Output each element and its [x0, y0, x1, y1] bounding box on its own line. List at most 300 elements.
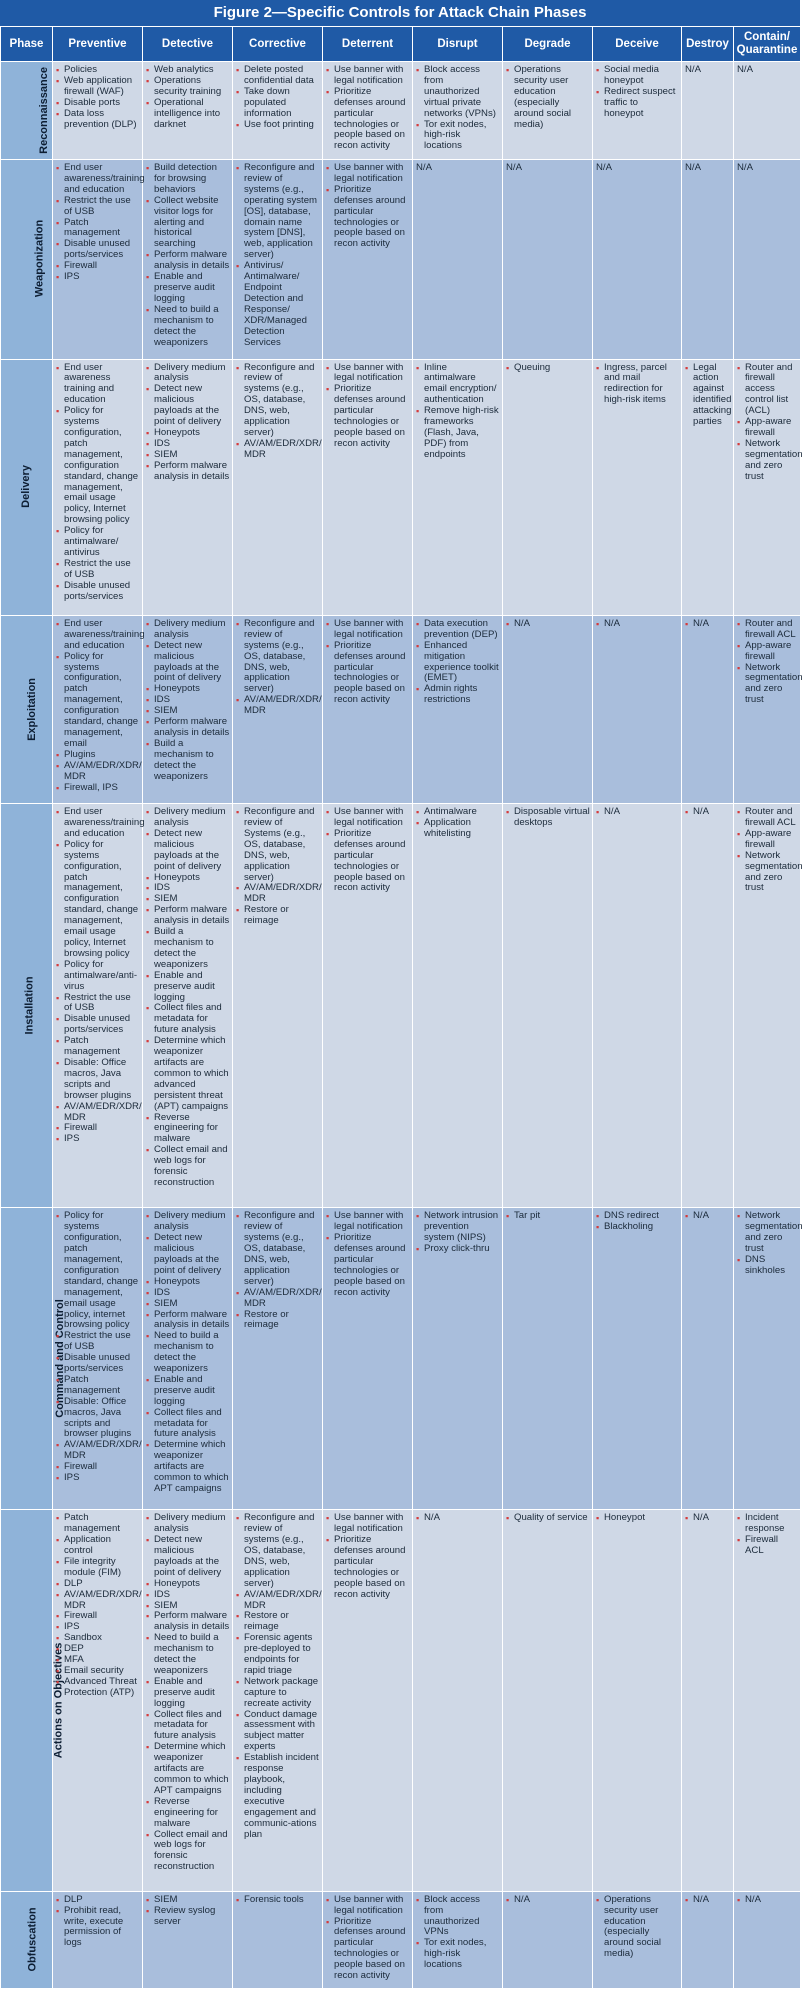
list-item: ▪ AV/AM/EDR/XDR/ MDR — [236, 695, 320, 717]
list-item: ▪ SIEM — [146, 706, 230, 717]
control-list — [596, 363, 679, 407]
list-item: ▪ Proxy click-thru — [416, 1244, 500, 1255]
list-item: ▪ Use banner with legal notification — [326, 163, 410, 185]
header-deterrent: Deterrent — [323, 27, 413, 62]
cell-disrupt — [413, 1891, 503, 1988]
list-item: ▪ N/A — [596, 619, 679, 630]
cell-contain-quarantine — [734, 804, 801, 1208]
list-item: ▪ Tor exit nodes, high-risk locations — [416, 120, 500, 153]
control-list — [236, 1895, 320, 1906]
table-row — [1, 62, 801, 160]
phase-cell — [1, 160, 53, 360]
list-item: ▪ Network segmentation and zero trust — [737, 439, 798, 483]
control-list — [146, 163, 230, 348]
list-item: ▪ Policy for antimalware/anti-virus — [56, 960, 140, 993]
control-list — [146, 65, 230, 130]
list-item: ▪ N/A — [685, 807, 731, 818]
figure-title: Figure 2—Specific Controls for Attack Chain Phases — [0, 0, 800, 26]
list-item: ▪ AV/AM/EDR/XDR/ MDR — [56, 1440, 140, 1462]
cell-destroy — [682, 1208, 734, 1510]
list-item: ▪ Enable and preserve audit logging — [146, 1677, 230, 1710]
list-item: ▪ Restore or reimage — [236, 1611, 320, 1633]
control-list — [56, 617, 145, 794]
cell-preventive — [53, 1891, 143, 1988]
list-item: ▪ Disable unused ports/services — [56, 1014, 140, 1036]
list-item: ▪ Patch management — [56, 1513, 140, 1535]
cell-detective — [143, 1891, 233, 1988]
list-item: ▪ Prioritize defenses around particular technologies or people based on recon activity — [326, 641, 410, 706]
list-item: ▪ Application control — [56, 1535, 140, 1557]
cell-disrupt — [413, 804, 503, 1208]
list-item: ▪ Prioritize defenses around particular technologies or people based on recon activity — [326, 1917, 410, 1982]
list-item: ▪ SIEM — [146, 1601, 230, 1612]
list-item: ▪ Plugins — [56, 750, 140, 761]
list-item: ▪ Reconfigure and review of systems (e.g., operating system [OS], database, domain name system [DNS], web, application server) — [236, 163, 320, 261]
list-item: ▪ IDS — [146, 1590, 230, 1601]
list-item: ▪ Application whitelisting — [416, 818, 500, 840]
list-item: ▪ Honeypots — [146, 428, 230, 439]
list-item: ▪ Prioritize defenses around particular technologies or people based on recon activity — [326, 87, 410, 152]
control-list — [326, 1211, 410, 1298]
list-item: ▪ MFA — [56, 1655, 140, 1666]
list-item: ▪ Disable unused ports/services — [56, 1353, 140, 1375]
cell-detective — [143, 615, 233, 803]
list-item: ▪ Antivirus/ Antimalware/ Endpoint Detection and Response/ XDR/Managed Detection Services — [236, 261, 320, 348]
cell-detective — [143, 1510, 233, 1891]
control-list — [685, 363, 731, 428]
list-item: ▪ Determine which weaponizer artifacts are common to which APT campaigns — [146, 1742, 230, 1797]
cell-deterrent — [323, 62, 413, 160]
list-item: ▪ Reverse engineering for malware — [146, 1797, 230, 1830]
list-item: ▪ Use banner with legal notification — [326, 1513, 410, 1535]
header-preventive: Preventive — [53, 27, 143, 62]
list-item: ▪ IDS — [146, 695, 230, 706]
table-row — [1, 1208, 801, 1510]
list-item: ▪ Patch management — [56, 1036, 140, 1058]
list-item: ▪ Honeypots — [146, 1579, 230, 1590]
cell-destroy — [682, 615, 734, 803]
list-item: ▪ Firewall — [56, 1123, 140, 1134]
list-item: ▪ Prioritize defenses around particular technologies or people based on recon activity — [326, 829, 410, 894]
list-item: ▪ Restore or reimage — [236, 905, 320, 927]
list-item: ▪ AV/AM/EDR/XDR/ MDR — [236, 1288, 320, 1310]
control-list — [596, 65, 679, 120]
list-item: ▪ Antimalware — [416, 807, 500, 818]
control-list — [326, 163, 410, 250]
controls-table — [0, 26, 801, 1989]
phase-cell — [1, 359, 53, 615]
table-row — [1, 1510, 801, 1891]
control-list — [56, 363, 140, 603]
list-item: ▪ File integrity module (FIM) — [56, 1557, 140, 1579]
cell-deterrent — [323, 804, 413, 1208]
list-item: ▪ Delete posted confidential data — [236, 65, 320, 87]
cell-preventive — [53, 804, 143, 1208]
list-item: ▪ Perform malware analysis in details — [146, 1611, 230, 1633]
cell-detective — [143, 359, 233, 615]
list-item: ▪ Use banner with legal notification — [326, 807, 410, 829]
cell-contain-quarantine — [734, 62, 801, 160]
list-item: ▪ Honeypots — [146, 1277, 230, 1288]
list-item: ▪ N/A — [737, 1895, 798, 1906]
cell-destroy — [682, 1510, 734, 1891]
list-item: ▪ Reconfigure and review of Systems (e.g., OS, database, DNS, web, application server) — [236, 807, 320, 883]
list-item: ▪ Take down populated information — [236, 87, 320, 120]
cell-deterrent — [323, 1891, 413, 1988]
cell-destroy — [682, 160, 734, 360]
cell-destroy — [682, 804, 734, 1208]
table-row — [1, 359, 801, 615]
list-item: ▪ Restrict the use of USB — [56, 559, 140, 581]
list-item: ▪ IDS — [146, 439, 230, 450]
control-list — [596, 1211, 679, 1233]
cell-corrective — [233, 160, 323, 360]
control-list — [596, 619, 679, 630]
cell-preventive — [53, 160, 143, 360]
list-item: ▪ IPS — [56, 272, 140, 283]
cell-contain-quarantine — [734, 615, 801, 803]
list-item: ▪ End user awareness/training and education — [56, 619, 140, 652]
phase-label: Delivery — [20, 465, 33, 509]
list-item: ▪ Operations security training — [146, 76, 230, 98]
list-item: ▪ App-aware firewall — [737, 829, 798, 851]
cell-contain-quarantine — [734, 1891, 801, 1988]
control-list — [416, 363, 500, 461]
header-phase: Phase — [1, 27, 53, 62]
list-item: ▪ Honeypots — [146, 873, 230, 884]
list-item: ▪ N/A — [506, 619, 590, 630]
control-list — [56, 162, 145, 283]
control-list — [737, 806, 803, 894]
control-list — [596, 1513, 679, 1524]
list-item: ▪ IDS — [146, 883, 230, 894]
list-item: ▪ Delivery medium analysis — [146, 1211, 230, 1233]
list-item: ▪ Perform malware analysis in details — [146, 1310, 230, 1332]
list-item: ▪ N/A — [506, 1895, 590, 1906]
control-list — [737, 1895, 798, 1906]
list-item: ▪ N/A — [685, 1211, 731, 1222]
cell-destroy — [682, 62, 734, 160]
cell-deceive — [593, 615, 682, 803]
phase-cell — [1, 1208, 66, 1510]
list-item: ▪ Build a mechanism to detect the weaponizers — [146, 739, 230, 783]
control-list — [416, 65, 500, 152]
control-list — [506, 1211, 590, 1222]
cell-disrupt — [413, 62, 503, 160]
list-item: ▪ Honeypot — [596, 1513, 679, 1524]
list-item: ▪ Collect email and web logs for forensic reconstruction — [146, 1145, 230, 1189]
list-item: ▪ Firewall ACL — [737, 1535, 798, 1557]
cell-contain-quarantine — [734, 1510, 801, 1891]
phase-label: Obfuscation — [26, 1907, 39, 1972]
control-list — [416, 1513, 500, 1524]
list-item: ▪ Reconfigure and review of systems (e.g., OS, database, DNS, web, application server) — [236, 1211, 320, 1287]
control-list — [326, 363, 410, 450]
list-item: ▪ Use banner with legal notification — [326, 619, 410, 641]
list-item: ▪ Need to build a mechanism to detect the weaponizers — [146, 305, 230, 349]
list-item: ▪ Collect files and metadata for future analysis — [146, 1408, 230, 1441]
table-row — [1, 804, 801, 1208]
control-list — [685, 1211, 731, 1222]
list-item: ▪ Delivery medium analysis — [146, 1513, 230, 1535]
list-item: ▪ Ingress, parcel and mail redirection for high-risk items — [596, 363, 679, 407]
phase-label: Weaponization — [33, 220, 46, 298]
control-list — [56, 65, 140, 130]
phase-label: Installation — [23, 976, 36, 1035]
list-item: ▪ Delivery medium analysis — [146, 807, 230, 829]
control-list — [685, 619, 731, 630]
control-list — [596, 807, 679, 818]
cell-text: N/A — [685, 162, 701, 173]
cell-disrupt — [413, 160, 503, 360]
header-deceive: Deceive — [593, 27, 682, 62]
phase-label: Command and Control — [53, 1299, 66, 1418]
control-list — [56, 806, 145, 1145]
cell-deceive — [593, 1510, 682, 1891]
header-destroy: Destroy — [682, 27, 734, 62]
cell-corrective — [233, 615, 323, 803]
list-item: ▪ Network intrusion prevention system (NIPS) — [416, 1211, 500, 1244]
list-item: ▪ Enable and preserve audit logging — [146, 971, 230, 1004]
list-item: ▪ IDS — [146, 1288, 230, 1299]
cell-text: N/A — [737, 162, 753, 173]
cell-corrective — [233, 62, 323, 160]
cell-contain-quarantine — [734, 1208, 801, 1510]
cell-deterrent — [323, 359, 413, 615]
list-item: ▪ Perform malware analysis in details — [146, 905, 230, 927]
list-item: ▪ Restrict the use of USB — [56, 993, 140, 1015]
control-list — [146, 363, 230, 483]
list-item: ▪ Router and firewall ACL — [737, 807, 798, 829]
list-item: ▪ Firewall, IPS — [56, 783, 140, 794]
list-item: ▪ Forensic tools — [236, 1895, 320, 1906]
list-item: ▪ Perform malware analysis in details — [146, 250, 230, 272]
list-item: ▪ IPS — [56, 1473, 140, 1484]
list-item: ▪ Disposable virtual desktops — [506, 807, 590, 829]
list-item: ▪ Admin rights restrictions — [416, 684, 500, 706]
list-item: ▪ Operational intelligence into darknet — [146, 98, 230, 131]
header-degrade: Degrade — [503, 27, 593, 62]
list-item: ▪ Disable: Office macros, Java scripts and browser plugins — [56, 1058, 140, 1102]
list-item: ▪ Policy for systems configuration, patch management, configuration standard, change management, email usage policy, Internet browsing policy — [56, 840, 140, 960]
control-list — [146, 619, 230, 783]
list-item: ▪ Collect files and metadata for future analysis — [146, 1003, 230, 1036]
cell-degrade — [503, 615, 593, 803]
cell-degrade — [503, 359, 593, 615]
list-item: ▪ AV/AM/EDR/XDR/ MDR — [236, 439, 320, 461]
list-item: ▪ Restrict the use of USB — [56, 1331, 140, 1353]
list-item: ▪ App-aware firewall — [737, 417, 798, 439]
control-list — [236, 619, 320, 717]
list-item: ▪ Enable and preserve audit logging — [146, 1375, 230, 1408]
list-item: ▪ AV/AM/EDR/XDR/ MDR — [56, 1102, 140, 1124]
list-item: ▪ Data execution prevention (DEP) — [416, 619, 500, 641]
list-item: ▪ Detect new malicious payloads at the point of delivery — [146, 641, 230, 685]
control-list — [737, 1513, 798, 1557]
list-item: ▪ DNS sinkholes — [737, 1255, 798, 1277]
cell-disrupt — [413, 359, 503, 615]
list-item: ▪ Collect email and web logs for forensic reconstruction — [146, 1830, 230, 1874]
list-item: ▪ Prioritize defenses around particular technologies or people based on recon activity — [326, 384, 410, 449]
list-item: ▪ Conduct damage assessment with subject matter experts — [236, 1710, 320, 1754]
list-item: ▪ SIEM — [146, 450, 230, 461]
list-item: ▪ Determine which weaponizer artifacts are common to which advanced persistent threat (APT) campaigns — [146, 1036, 230, 1112]
phase-label: Reconnaissance — [37, 66, 50, 154]
list-item: ▪ SIEM — [146, 894, 230, 905]
cell-deceive — [593, 62, 682, 160]
list-item: ▪ Forensic agents pre-deployed to endpoints for rapid triage — [236, 1633, 320, 1677]
list-item: ▪ N/A — [416, 1513, 500, 1524]
list-item: ▪ IPS — [56, 1622, 140, 1633]
list-item: ▪ Web application firewall (WAF) — [56, 76, 140, 98]
list-item: ▪ Use banner with legal notification — [326, 363, 410, 385]
list-item: ▪ Firewall — [56, 1462, 140, 1473]
control-list — [236, 1211, 320, 1331]
cell-disrupt — [413, 1208, 503, 1510]
control-list — [416, 807, 500, 840]
list-item: ▪ Collect website visitor logs for alerting and historical searching — [146, 196, 230, 251]
list-item: ▪ Prioritize defenses around particular technologies or people based on recon activity — [326, 1535, 410, 1600]
list-item: ▪ Determine which weaponizer artifacts are common to which APT campaigns — [146, 1440, 230, 1495]
control-list — [236, 363, 320, 461]
control-list — [737, 617, 803, 706]
list-item: ▪ Reconfigure and review of systems (e.g., OS, database, DNS, web, application server) — [236, 1513, 320, 1589]
cell-preventive — [53, 1510, 143, 1891]
list-item: ▪ Collect files and metadata for future analysis — [146, 1710, 230, 1743]
list-item: ▪ Legal action against identified attacking parties — [685, 363, 731, 428]
control-list — [506, 363, 590, 374]
list-item: ▪ IPS — [56, 1134, 140, 1145]
list-item: ▪ Advanced Threat Protection (ATP) — [56, 1677, 140, 1699]
cell-preventive — [53, 615, 143, 803]
list-item: ▪ N/A — [596, 807, 679, 818]
list-item: ▪ Need to build a mechanism to detect the weaponizers — [146, 1331, 230, 1375]
list-item: ▪ N/A — [685, 619, 731, 630]
list-item: ▪ Restore or reimage — [236, 1310, 320, 1332]
list-item: ▪ Reconfigure and review of systems (e.g., OS, database, DNS, web, application server) — [236, 619, 320, 695]
phase-cell — [1, 1891, 53, 1988]
cell-disrupt — [413, 615, 503, 803]
control-list — [506, 1895, 590, 1906]
cell-contain-quarantine — [734, 359, 801, 615]
list-item: ▪ N/A — [685, 1895, 731, 1906]
list-item: ▪ Disable unused ports/services — [56, 239, 140, 261]
list-item: ▪ Block access from unauthorized VPNs — [416, 1895, 500, 1939]
cell-corrective — [233, 804, 323, 1208]
list-item: ▪ Perform malware analysis in details — [146, 717, 230, 739]
list-item: ▪ Quality of service — [506, 1513, 590, 1524]
list-item: ▪ Policy for antimalware/ antivirus — [56, 526, 140, 559]
phase-label: Actions on Objectives — [52, 1642, 65, 1758]
phase-label: Exploitation — [26, 677, 39, 741]
cell-preventive — [53, 62, 143, 160]
phase-cell — [1, 615, 53, 803]
cell-deceive — [593, 160, 682, 360]
list-item: ▪ End user awareness training and education — [56, 363, 140, 407]
cell-corrective — [233, 1891, 323, 1988]
list-item: ▪ DEP — [56, 1644, 140, 1655]
list-item: ▪ Disable: Office macros, Java scripts and browser plugins — [56, 1397, 140, 1441]
list-item: ▪ Enhanced mitigation experience toolkit (EMET) — [416, 641, 500, 685]
list-item: ▪ Disable unused ports/services — [56, 581, 140, 603]
list-item: ▪ SIEM — [146, 1895, 230, 1906]
control-list — [326, 807, 410, 894]
list-item: ▪ Detect new malicious payloads at the point of delivery — [146, 829, 230, 873]
cell-text: N/A — [416, 162, 432, 173]
list-item: ▪ Patch management — [56, 218, 140, 240]
control-list — [326, 1895, 410, 1982]
list-item: ▪ Detect new malicious payloads at the point of delivery — [146, 1233, 230, 1277]
list-item: ▪ Incident response — [737, 1513, 798, 1535]
cell-deterrent — [323, 1208, 413, 1510]
phase-cell — [1, 1510, 65, 1891]
list-item: ▪ Prioritize defenses around particular technologies or people based on recon activity — [326, 185, 410, 250]
list-item: ▪ Honeypots — [146, 684, 230, 695]
cell-corrective — [233, 1208, 323, 1510]
list-item: ▪ Restrict the use of USB — [56, 196, 140, 218]
cell-corrective — [233, 359, 323, 615]
control-list — [506, 619, 590, 630]
cell-preventive — [53, 1208, 143, 1510]
control-list — [685, 1895, 731, 1906]
list-item: ▪ AV/AM/EDR/XDR/ MDR — [56, 1590, 140, 1612]
list-item: ▪ App-aware firewall — [737, 641, 798, 663]
list-item: ▪ Build a mechanism to detect the weaponizers — [146, 927, 230, 971]
header-disrupt: Disrupt — [413, 27, 503, 62]
control-list — [326, 65, 410, 152]
list-item: ▪ Firewall — [56, 261, 140, 272]
cell-deterrent — [323, 160, 413, 360]
control-list — [326, 1513, 410, 1600]
table-body — [1, 62, 801, 1989]
list-item: ▪ Block access from unauthorized virtual private networks (VPNs) — [416, 65, 500, 120]
list-item: ▪ Social media honeypot — [596, 65, 679, 87]
list-item: ▪ Sandbox — [56, 1633, 140, 1644]
cell-detective — [143, 804, 233, 1208]
control-list — [506, 807, 590, 829]
cell-destroy — [682, 359, 734, 615]
control-list — [146, 1211, 230, 1495]
list-item: ▪ Network package capture to recreate activity — [236, 1677, 320, 1710]
list-item: ▪ Use banner with legal notification — [326, 65, 410, 87]
list-item: ▪ Policy for systems configuration, patch management, configuration standard, change management, email usage policy, internet browsing policy — [56, 1211, 140, 1331]
control-list — [56, 1513, 140, 1698]
list-item: ▪ Tor exit nodes, high-risk locations — [416, 1938, 500, 1971]
cell-degrade — [503, 1510, 593, 1891]
list-item: ▪ Prioritize defenses around particular technologies or people based on recon activity — [326, 1233, 410, 1298]
list-item: ▪ Use foot printing — [236, 120, 320, 131]
cell-deterrent — [323, 615, 413, 803]
list-item: ▪ SIEM — [146, 1299, 230, 1310]
list-item: ▪ End user awareness/training and education — [56, 163, 140, 196]
table-row — [1, 1891, 801, 1988]
list-item: ▪ Email security — [56, 1666, 140, 1677]
list-item: ▪ Disable ports — [56, 98, 140, 109]
list-item: ▪ Policy for systems configuration, patch management, configuration standard, change management, email usage policy, Internet browsing policy — [56, 406, 140, 526]
cell-contain-quarantine — [734, 160, 801, 360]
header-detective: Detective — [143, 27, 233, 62]
list-item: ▪ Tar pit — [506, 1211, 590, 1222]
control-list — [236, 807, 320, 927]
list-item: ▪ Review syslog server — [146, 1906, 230, 1928]
control-list — [685, 807, 731, 818]
cell-degrade — [503, 1891, 593, 1988]
list-item: ▪ Build detection for browsing behaviors — [146, 163, 230, 196]
list-item: ▪ DLP — [56, 1895, 140, 1906]
list-item: ▪ Data loss prevention (DLP) — [56, 109, 140, 131]
list-item: ▪ Operations security user education (especially around social media) — [506, 65, 590, 130]
phase-cell — [1, 62, 53, 160]
